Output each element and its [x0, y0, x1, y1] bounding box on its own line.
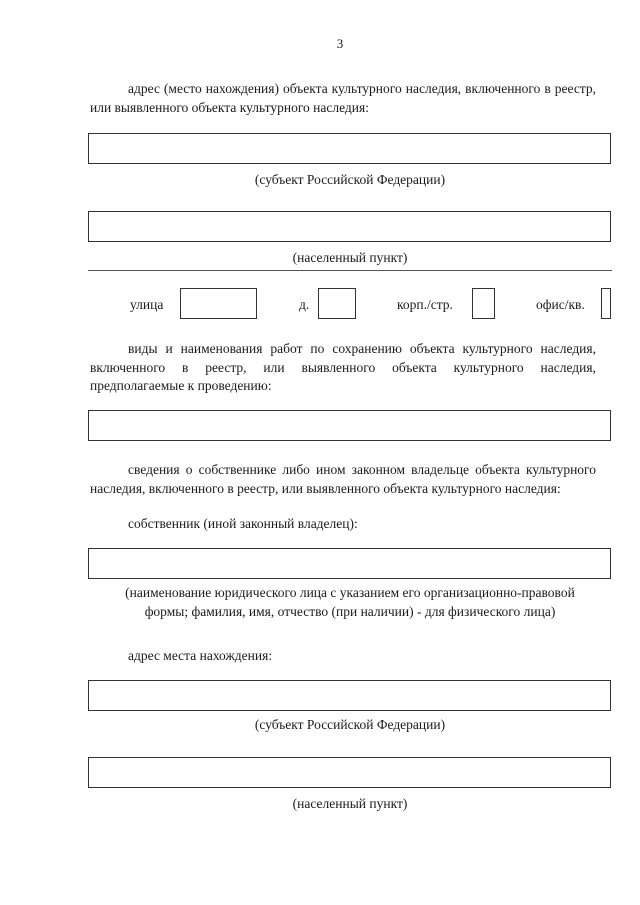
owner-field[interactable] [88, 548, 611, 579]
location-region-field[interactable] [88, 680, 611, 711]
building-field[interactable] [472, 288, 495, 319]
street-label: улица [130, 297, 164, 312]
street-field[interactable] [180, 288, 257, 319]
location-label: адрес места нахождения: [128, 648, 273, 663]
location-locality-field[interactable] [88, 757, 611, 788]
office-field[interactable] [601, 288, 611, 319]
location-locality-caption: (населенный пункт) [292, 796, 408, 811]
divider-line [88, 270, 612, 271]
region-caption: (субъект Российской Федерации) [254, 172, 446, 187]
works-intro: виды и наименования работ по сохранению объекта культурного наследия, включенного в реестр, или выявленного объекта культурного наследия, предполагаемые к проведению: [90, 341, 596, 393]
owner-caption-line2: формы; фамилия, имя, отчество (при наличии) - для физического лица) [144, 604, 556, 619]
house-field[interactable] [318, 288, 356, 319]
building-label: корп./стр. [397, 297, 453, 312]
house-label: д. [299, 297, 310, 312]
region-field[interactable] [88, 133, 611, 164]
works-field[interactable] [88, 410, 611, 441]
owner-caption-line1: (наименование юридического лица с указанием его организационно-правовой [125, 585, 575, 600]
object-address-intro: адрес (место нахождения) объекта культурного наследия, включенного в реестр, или выявленного объекта культурного наследия: [90, 81, 596, 115]
office-label: офис/кв. [536, 297, 585, 312]
location-region-caption: (субъект Российской Федерации) [254, 717, 446, 732]
owner-label: собственник (иной законный владелец): [128, 516, 358, 531]
owner-intro: сведения о собственнике либо ином законном владельце объекта культурного наследия, включенного в реестр, или выявленного объекта культурного наследия: [90, 462, 596, 496]
locality-caption: (населенный пункт) [292, 250, 408, 265]
locality-field[interactable] [88, 211, 611, 242]
page-number: 3 [336, 36, 344, 51]
